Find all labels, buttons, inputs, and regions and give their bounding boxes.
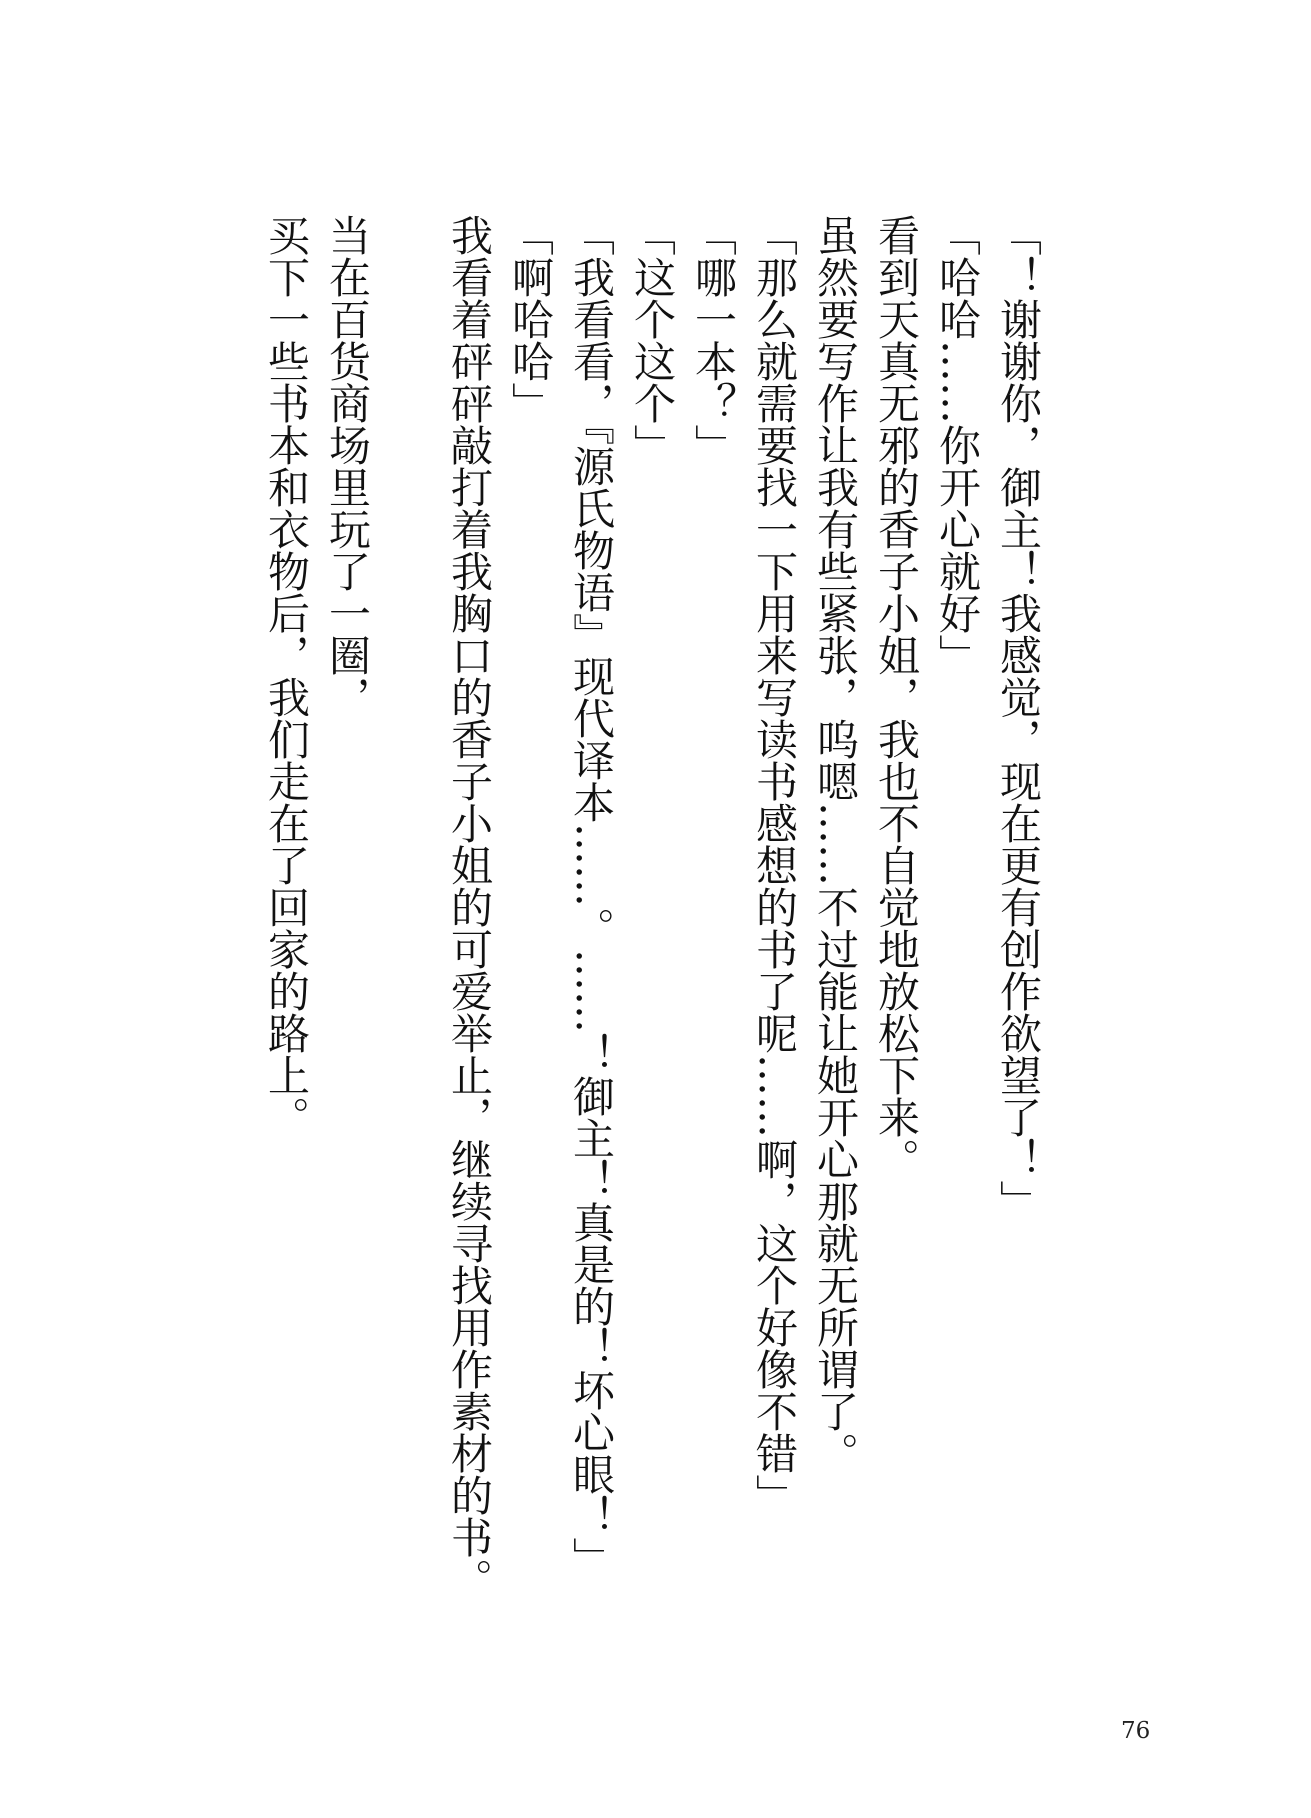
text-line: 「哪一本？」: [689, 214, 738, 466]
text-line: 「我看看，『源氏物语』现代译本……。……！御主！真是的！坏心眼！」: [567, 214, 616, 1579]
text-line: 「啊哈哈」: [506, 214, 555, 424]
text-line: 「那么就需要找一下用来写读书感想的书了呢……啊，这个好像不错」: [750, 214, 799, 1516]
text-line: 「这个这个」: [628, 214, 677, 466]
text-line: 买下一些书本和衣物后，我们走在了回家的路上。: [262, 214, 311, 1138]
page-number: 76: [1121, 1718, 1151, 1744]
text-line: 看到天真无邪的香子小姐，我也不自觉地放松下来。: [872, 214, 921, 1180]
text-line: 「哈哈……你开心就好」: [933, 214, 982, 676]
text-line: 我看着砰砰敲打着我胸口的香子小姐的可爱举止，继续寻找用作素材的书。: [445, 214, 494, 1600]
vertical-text-block: [256, 214, 1049, 1600]
blank-line: [378, 214, 439, 1474]
text-line: 「！谢谢你，御主！我感觉，现在更有创作欲望了！」: [994, 214, 1043, 1222]
text-line: 当在百货商场里玩了一圈，: [323, 214, 372, 718]
text-line: 虽然要写作让我有些紧张，呜嗯……不过能让她开心那就无所谓了。: [811, 214, 860, 1474]
